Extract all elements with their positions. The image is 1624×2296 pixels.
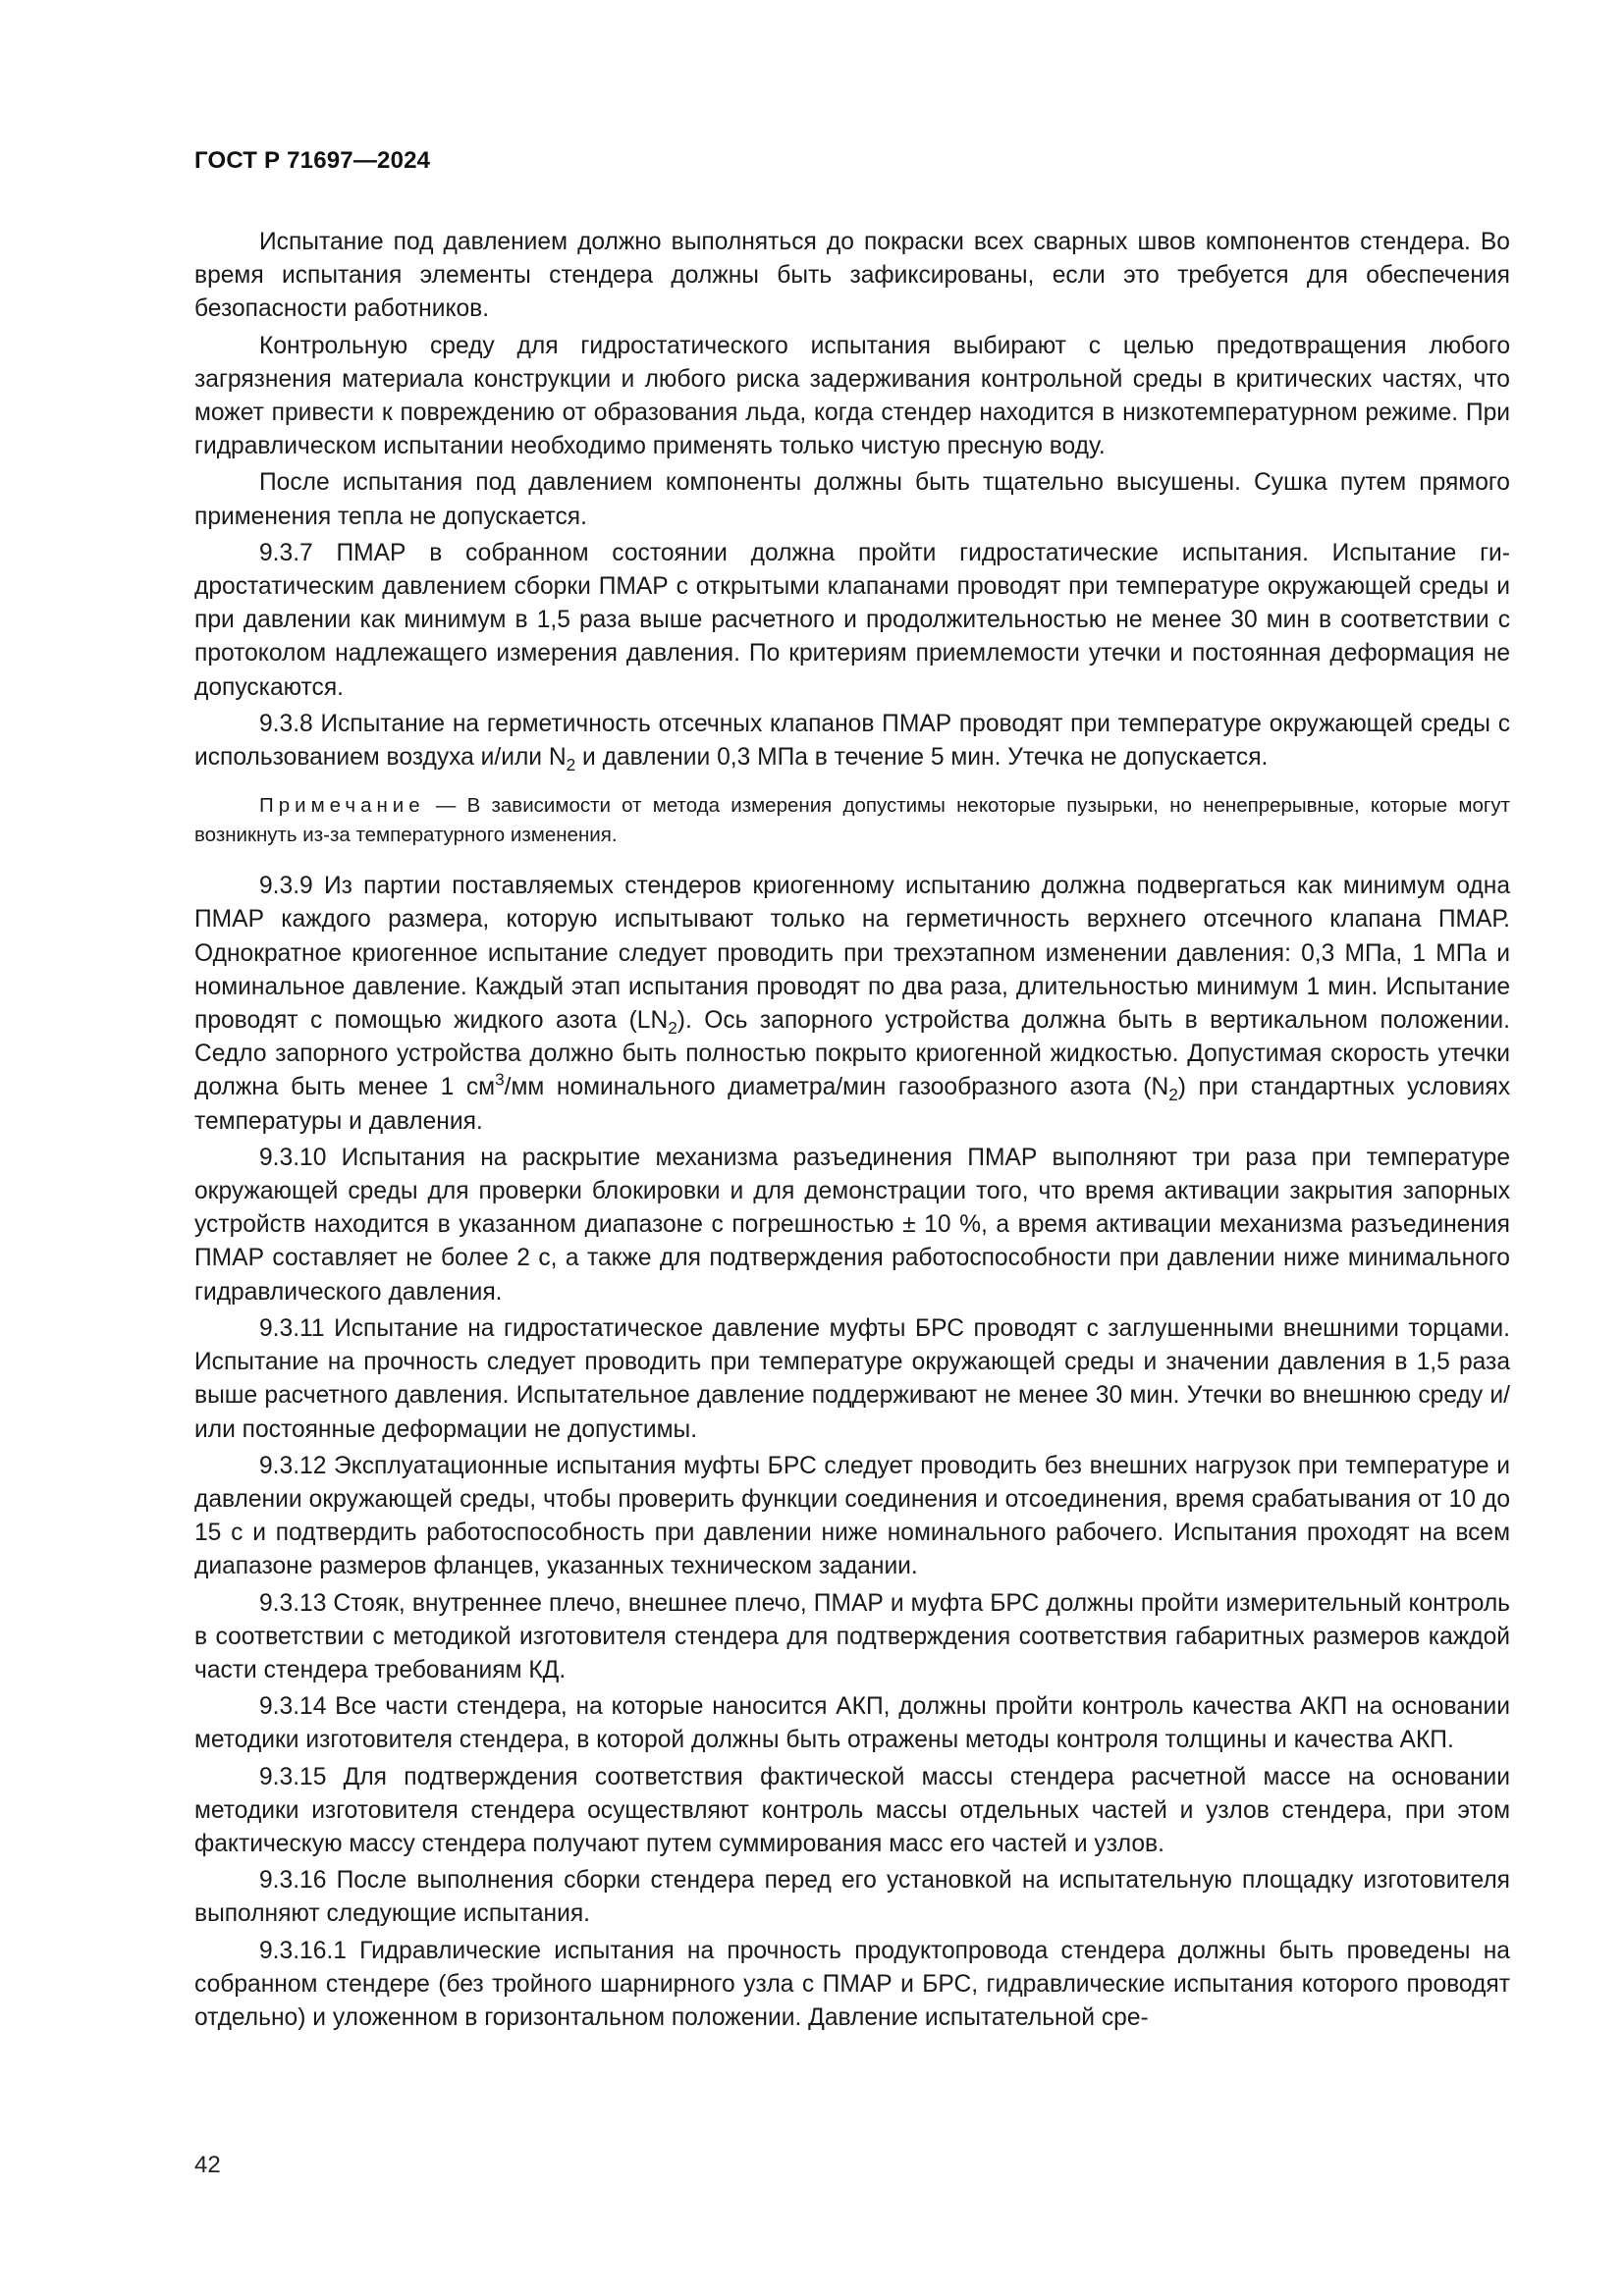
note-label: Примечание	[259, 794, 425, 818]
page-number: 42	[194, 2152, 221, 2178]
paragraph-9-3-7: 9.3.7 ПМАР в собранном состоянии должна пройти гидростатические испытания. Испытание гидростатическим давлением сборки ПМАР с открытыми клапанами проводят при температуре окружающей среды и при давлении как минимум в 1,5 раза выше расчетного и продолжительностью не менее 30 мин в соответствии с протоколом надлежащего измерения давления. По критериям приемлемости утечки и постоянная деформация не допускаются.	[194, 539, 1510, 701]
paragraph-9-3-9: 9.3.9 Из партии поставляемых стендеров криогенному испытанию должна подвергаться как минимум одна ПМАР каждого размера, которую испытывают только на герметичность верхнего отсечного клапана ПМАР. Однократное криогенное испытание следует проводить при трехэтапном изменении давления: 0,3 МПа, 1 МПа и номинальное давление. Каждый этап испытания проводят по два раза, длительностью минимум 1 мин. Испытание проводят с помощью жидкого азота $(LN_2)$. Ось запорного устройства должна быть в вертикальном положении. Седло запорного устройства должно быть полностью покрыто криогенной жидкостью. Допустимая скорость утечки должна быть менее 1 $см^3/мм$ номинального диаметра/мин газообразного азота $(N_2)$ при стандартных условиях температуры и давления.	[194, 873, 1511, 1135]
paragraph-9-3-16: 9.3.16 После выполнения сборки стендера перед его установкой на испытательную площадку изготовителя выполняют следующие испытания.	[194, 1867, 1510, 1928]
paragraph: Испытание под давлением должно выполняться до покраски всех сварных швов компонентов стендера. Во время испытания элементы стендера должны быть зафиксированы, если это требуется для обеспечения безопасности работников.	[194, 229, 1510, 323]
document-body	[194, 226, 1510, 2038]
document-header-title: ГОСТ Р 71697—2024	[194, 147, 431, 174]
paragraph-9-3-8: 9.3.8 Испытание на герметичность отсечных клапанов ПМАР проводят при температуре окружающей среды с использованием воздуха и/или $N_2$ и давлении 0,3 МПа в течение 5 мин. Утечка не допускается.	[194, 710, 1510, 775]
paragraph: Контрольную среду для гидростатического испытания выбирают с целью предотвращения любого загрязнения материала конструкции и любого риска задерживания контрольной среды в критических частях, что может привести к повреждению от образования льда, когда стендер находится в низкотемпературном режиме. При гидравлическом испытании необходимо применять только чистую пресную воду.	[194, 332, 1510, 460]
paragraph: После испытания под давлением компоненты должны быть тщательно высушены. Сушка путем прямого применения тепла не допускается.	[194, 469, 1510, 530]
paragraph-9-3-11: 9.3.11 Испытание на гидростатическое давление муфты БРС проводят с заглушенными внешними торцами. Испытание на прочность следует проводить при температуре окружающей среды и значении давления в 1,5 раза выше расчетного давления. Испытательное давление поддерживают не менее 30 мин. Утечки во внешнюю среду и/или постоянные деформации не допустимы.	[194, 1314, 1510, 1443]
paragraph-9-3-15: 9.3.15 Для подтверждения соответствия фактической массы стендера расчетной массе на основании методики изготовителя стендера осуществляют контроль массы отдельных частей и узлов стендера, при этом фактическую массу стендера получают путем суммирования масс его частей и узлов.	[194, 1763, 1510, 1857]
note-paragraph	[194, 791, 1510, 850]
paragraph-9-3-14: 9.3.14 Все части стендера, на которые наносится АКП, должны пройти контроль качества АКП на основании методики изготовителя стендера, в которой должны быть отражены методы контроля толщины и качества АКП.	[194, 1693, 1510, 1754]
paragraph-9-3-16-1: 9.3.16.1 Гидравлические испытания на прочность продуктопровода стендера должны быть проведены на собранном стендере (без тройного шарнирного узла с ПМАР и БРС, гидравлические испытания которого проводят отдельно) и уложенном в горизонтальном положении. Давление испытательной сре-	[194, 1937, 1510, 2031]
paragraph-9-3-12: 9.3.12 Эксплуатационные испытания муфты БРС следует проводить без внешних нагрузок при температуре и давлении окружающей среды, чтобы проверить функции соединения и отсоединения, время срабатывания от 10 до 15 с и подтвердить работоспособность при давлении ниже номинального рабочего. Испытания проходят на всем диапазоне размеров фланцев, указанных техническом задании.	[194, 1452, 1510, 1580]
paragraph-9-3-10: 9.3.10 Испытания на раскрытие механизма разъединения ПМАР выполняют три раза при температуре окружающей среды для проверки блокировки и для демонстрации того, что время активации закрытия запорных устройств находится в указанном диапазоне с погрешностью ± 10 %, а время активации механизма разъединения ПМАР составляет не более 2 с, а также для подтверждения работоспособности при давлении ниже минимального гидравлического давления.	[194, 1144, 1510, 1306]
paragraph-9-3-13: 9.3.13 Стояк, внутреннее плечо, внешнее плечо, ПМАР и муфта БРС должны пройти измерительный контроль в соответствии с методикой изготовителя стендера для подтверждения соответствия габаритных размеров каждой части стендера требованиям КД.	[194, 1589, 1510, 1683]
note-text: — В зависимости от метода измерения допустимы некоторые пузырьки, но ненепрерывные, которые могут возникнуть из-за температурного изменения.	[194, 794, 1510, 847]
